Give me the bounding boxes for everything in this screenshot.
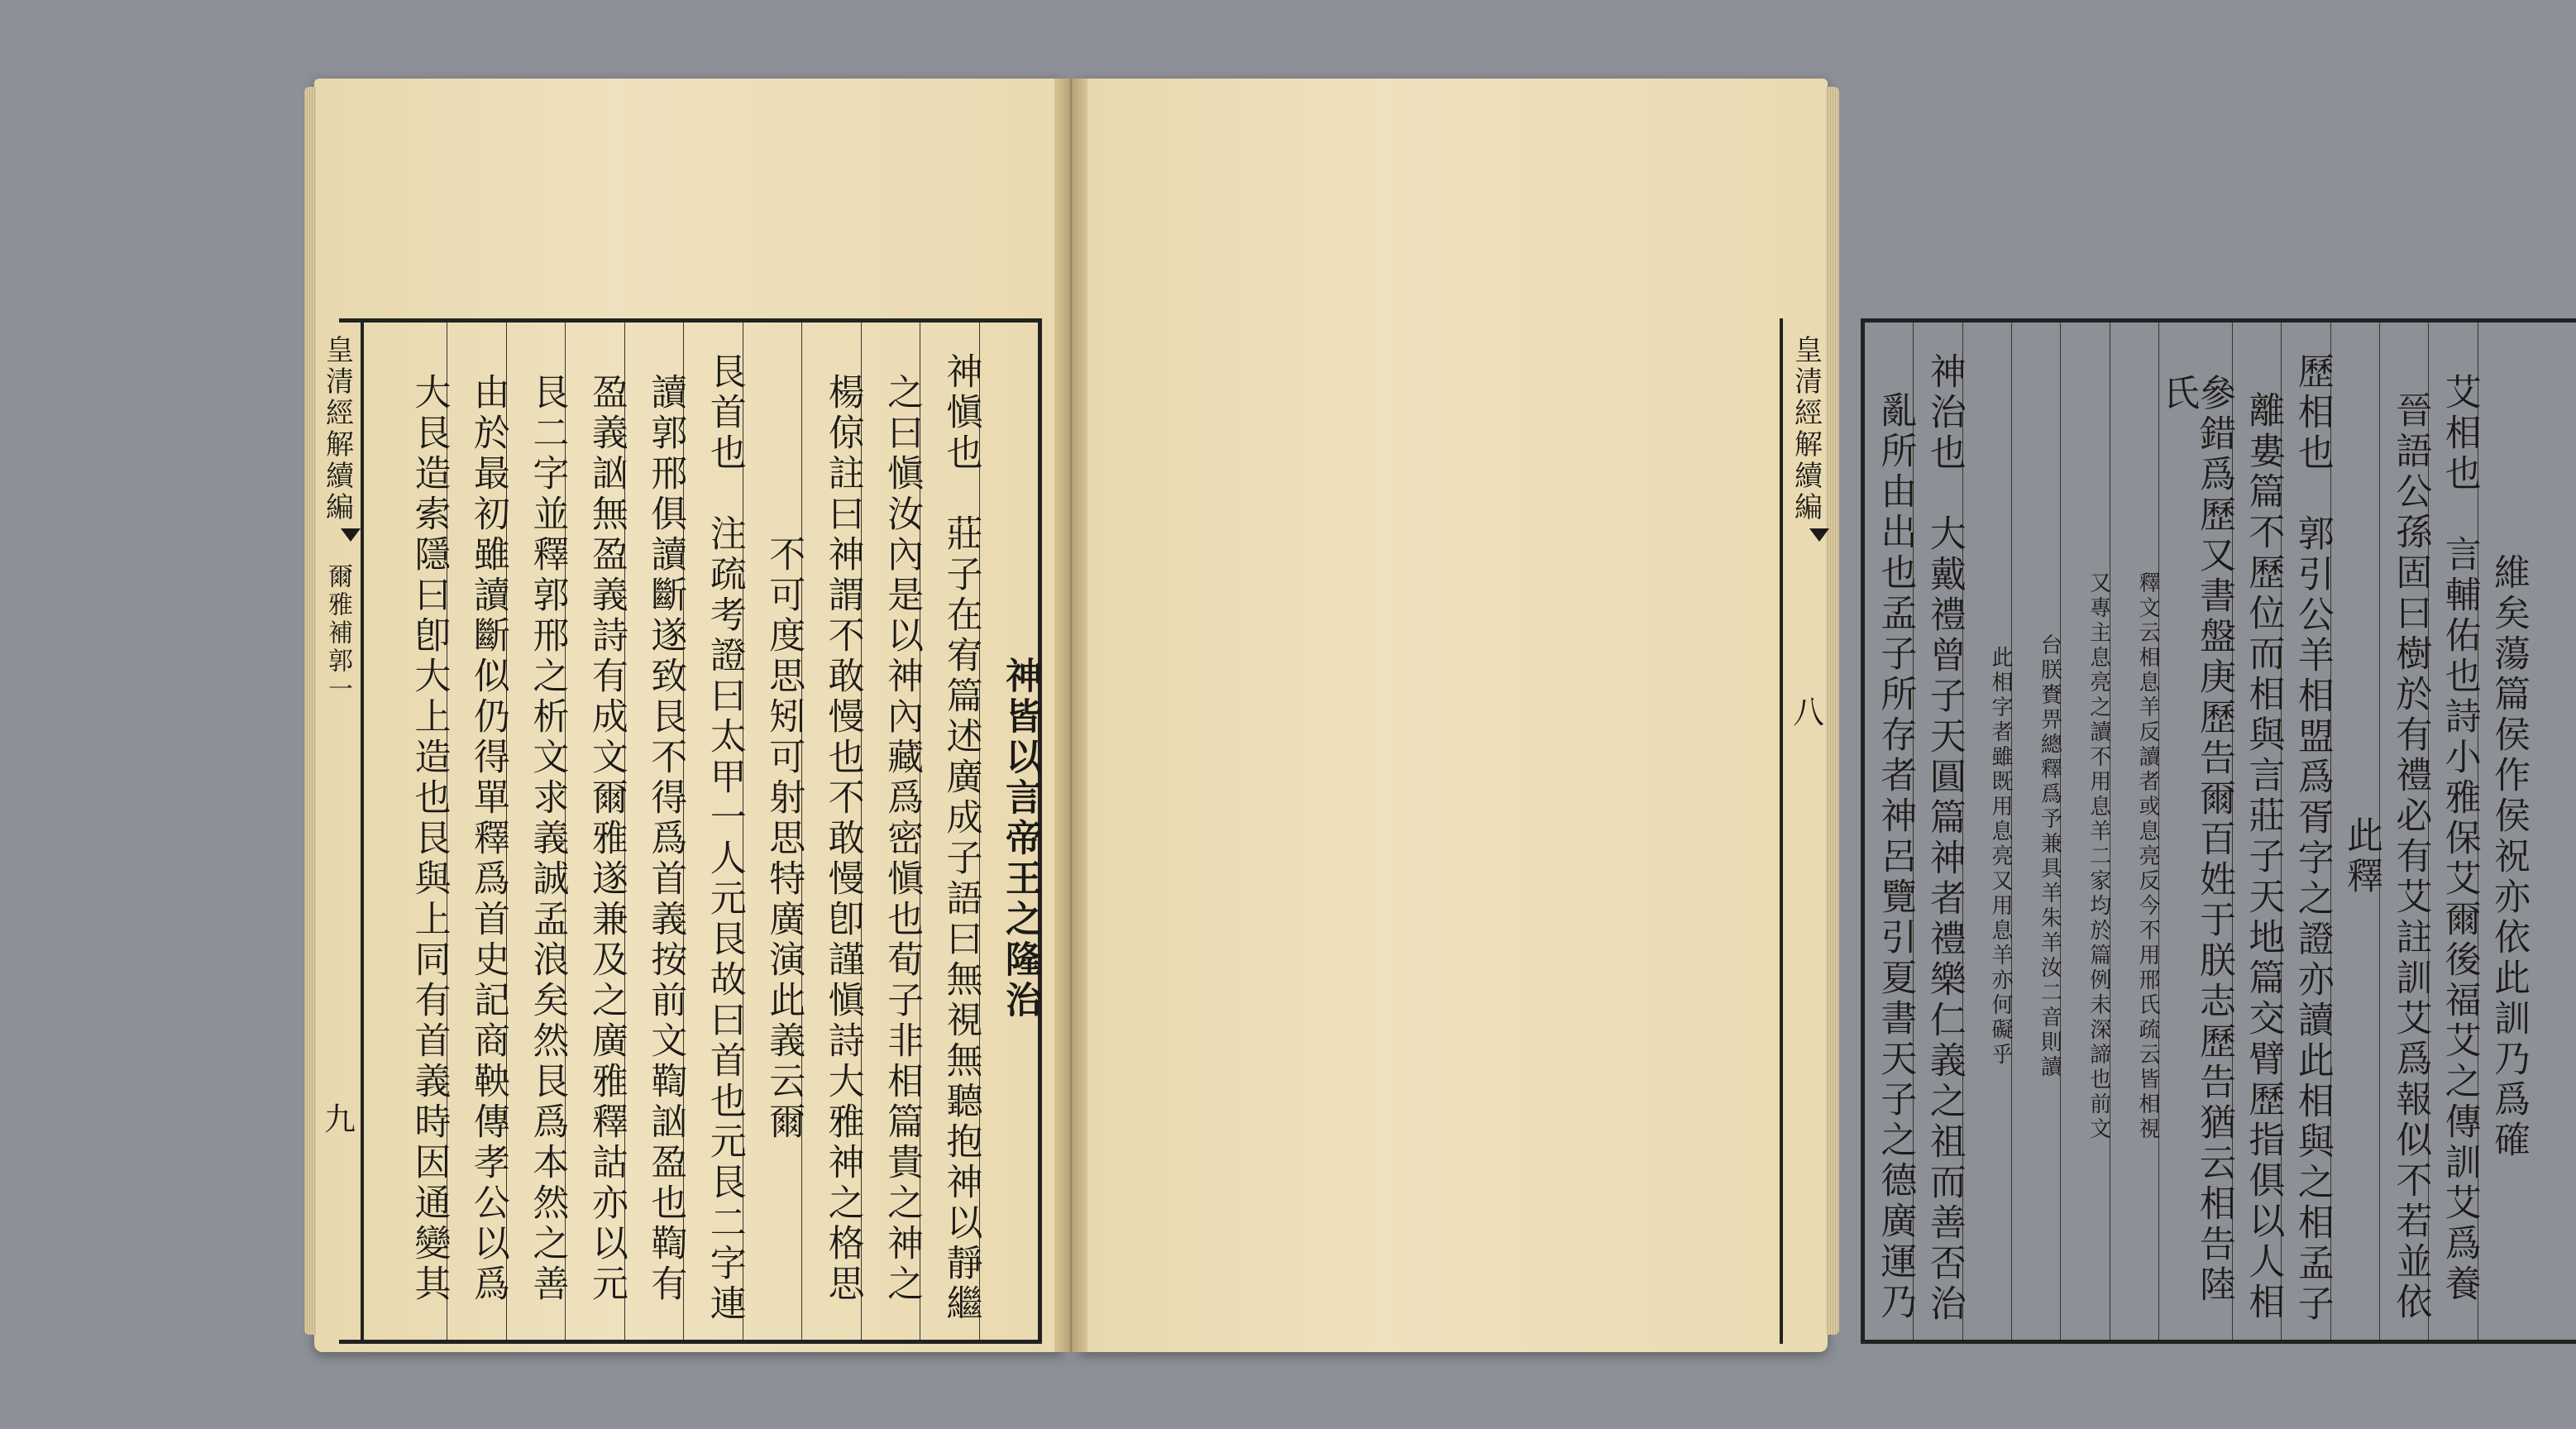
right-column-text: 離婁篇不歷位而相與言莊子天地篇交臂歷指俱以人相 (2242, 390, 2285, 1323)
right-text-column (2232, 323, 2285, 1340)
left-column-text: 之曰愼汝內是以神內藏爲密愼也荀子非相篇貴之神之 (881, 372, 924, 1305)
left-column-text: 不可度思矧可射思特廣演此義云爾 (762, 534, 805, 1143)
right-text-frame (1861, 318, 2576, 1344)
right-column-text: 台朕賚畀總釋爲予兼具羊朱羊汝二音則讀 (2037, 633, 2062, 1080)
right-text-column (1962, 323, 2014, 1340)
left-text-column (447, 323, 509, 1340)
left-column-text: 艮首也 注疏考證曰太甲一人元艮故曰首也元艮二字連 (703, 352, 746, 1325)
left-text-column (920, 323, 982, 1340)
right-text-column (1865, 323, 1917, 1340)
left-text-column (801, 323, 864, 1340)
right-column-text: 此釋 (2340, 816, 2383, 897)
left-column-text: 神愼也 莊子在宥篇述廣成子語曰無視無聽抱神以靜繼 (939, 352, 982, 1325)
right-column-text: 晉語公孫固曰樹於有禮必有艾註訓艾爲報似不若並依 (2389, 390, 2432, 1323)
left-text-column (979, 323, 1041, 1340)
right-column-text: 又專主息亮之讀不用息羊二家均於篇例未深諦也前文 (2086, 571, 2111, 1142)
left-column-text: 讀郭邢俱讀斷遂致艮不得爲首義按前文鞫訩盈也鞫有 (644, 372, 687, 1305)
left-column-text: 楊倞註曰神謂不敢慢也不敢慢卽謹愼詩大雅神之格思 (821, 372, 864, 1305)
book-gutter (1054, 79, 1087, 1352)
right-text-column (2281, 323, 2334, 1340)
left-text-column (565, 323, 628, 1340)
left-text-column (743, 323, 805, 1340)
right-column-text: 艾相也 言輔佑也詩小雅保艾爾後福艾之傳訓艾爲養 (2438, 372, 2481, 1305)
open-book (314, 79, 2530, 1352)
right-column-text: 神治也 大戴禮曾子天圓篇神者禮樂仁義之祖而善否治 (1923, 352, 1966, 1325)
right-column-text: 歷相也 郭引公羊相盟爲胥字之證亦讀此相與之相孟子 (2291, 352, 2334, 1325)
right-banxin (1780, 318, 1829, 1344)
right-text-column (2110, 323, 2161, 1340)
right-column-text: 亂所由出也孟子所存者神呂覽引夏書天子之德廣運乃 (1874, 390, 1917, 1323)
right-folio-number: 八 (1787, 695, 1824, 730)
left-banxin (314, 318, 364, 1344)
left-column-text: 艮二字並釋郭邢之析文求義誠孟浪矣然艮爲本然之善 (526, 372, 569, 1305)
left-text-column (683, 323, 746, 1340)
left-text-column (389, 323, 451, 1340)
right-text-column (2428, 323, 2481, 1340)
right-text-column (2478, 323, 2530, 1340)
left-folio-number: 九 (318, 1102, 356, 1137)
right-page (1079, 79, 2530, 1352)
left-column-text: 由於最初雖讀斷似仍得單釋爲首史記商鞅傳孝公以爲 (466, 372, 509, 1305)
right-column-text: 參錯爲歷又書盤庚歷告爾百姓于朕志歷告猶云相告陸氏 (2157, 374, 2236, 1306)
right-text-column (2011, 323, 2060, 1340)
right-column-text: 釋文云相息羊反讀者或息亮反今不用邢氏疏云皆相視 (2135, 571, 2161, 1142)
left-text-column (624, 323, 687, 1340)
right-text-column (2060, 323, 2109, 1340)
left-column-text: 盈義訩無盈義詩有成文爾雅遂兼及之廣雅釋詁亦以元 (585, 372, 628, 1305)
left-column-text: 神皆以言帝王之隆治 (999, 656, 1041, 1021)
right-text-column (2330, 323, 2383, 1340)
right-text-column (2379, 323, 2432, 1340)
right-banxin-title: 皇清經解續編 (1789, 335, 1823, 523)
left-banxin-section: 爾雅補郭一 (323, 563, 352, 704)
right-fishtail-mark (1809, 528, 1829, 542)
right-columns (1865, 323, 2530, 1340)
left-banxin-title: 皇清經解續編 (320, 335, 354, 523)
left-text-frame (339, 318, 1042, 1344)
left-page (314, 79, 1063, 1352)
left-text-column (861, 323, 924, 1340)
right-column-text: 此相字者雖既用息亮又用息羊亦何礙乎 (1988, 646, 2014, 1068)
right-text-column (1913, 323, 1966, 1340)
right-column-text: 維矣蕩篇侯作侯祝亦依此訓乃爲確 (2488, 552, 2530, 1161)
left-fishtail-mark (341, 528, 361, 542)
left-columns (389, 323, 1041, 1340)
left-column-text: 大艮造索隱曰卽大上造也艮與上同有首義時因通變其 (408, 372, 451, 1305)
right-text-column (2157, 323, 2236, 1340)
left-text-column (506, 323, 569, 1340)
